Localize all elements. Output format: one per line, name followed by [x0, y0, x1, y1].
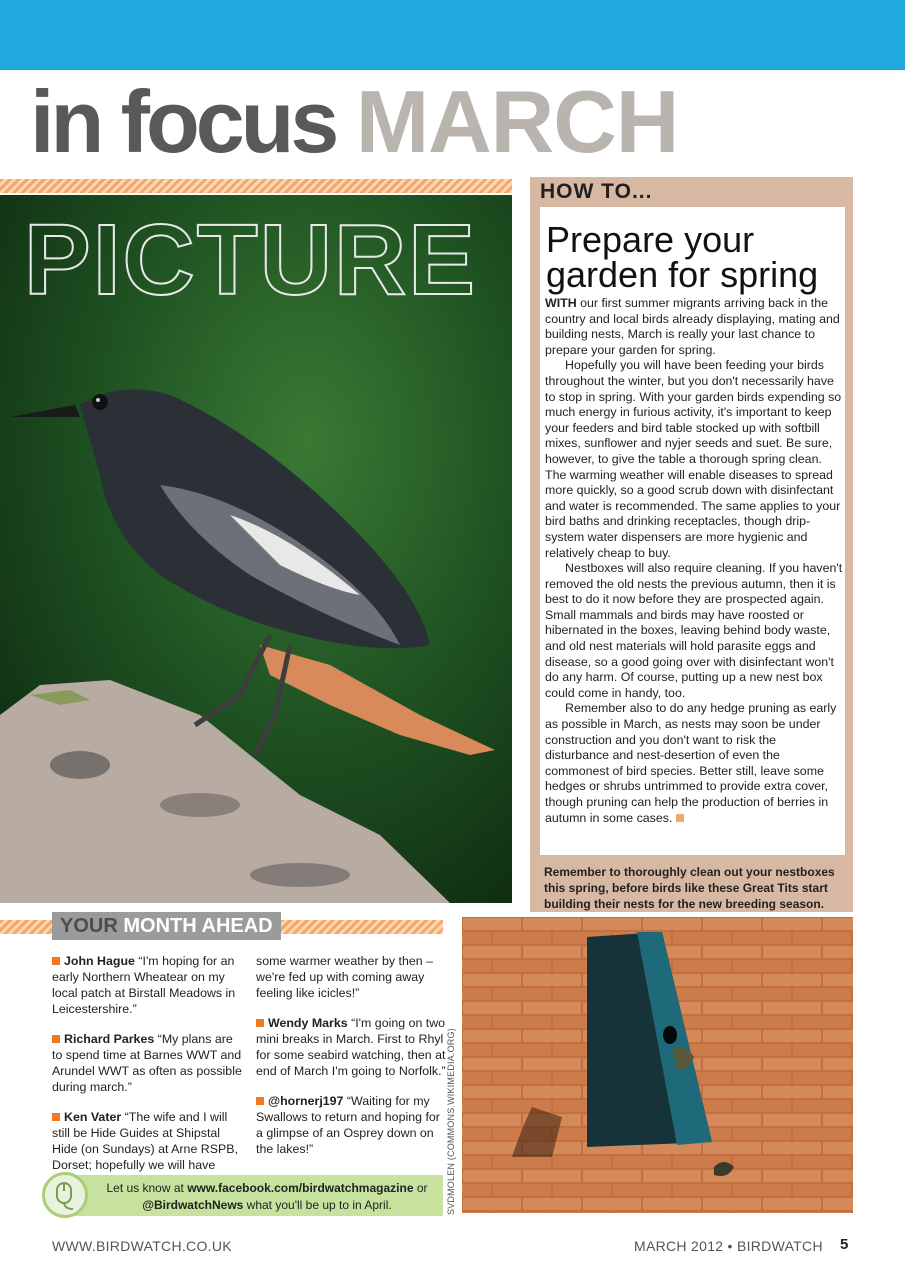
article-paragraph: Hopefully you will have been feeding your birds throughout the winter, but you don't necessarily have to stop in spring. With your garden birds expending so much energy in furious activity, it's important to keep your feeders and bird table stocked up with softbill mixes, sunflower and nyjer seeds and suet. Be sure, however, to give the table a thorough spring clean. The warming weather will enable diseases to spread more quickly, so a good scrub down with disinfectant and water is recommended. The same applies to your bird baths and drinking receptacles, though drip-system water dispensers are more hygienic and relatively cheap to buy.: [545, 358, 842, 560]
list-item: @hornerj197 “Waiting for my Swallows to return and hoping for a glimpse of an Osprey down on the lakes!”: [256, 1094, 440, 1156]
list-item-continuation: some warmer weather by then – we're fed up with coming away feeling like icicles!”: [256, 954, 433, 1000]
end-mark-icon: [676, 814, 684, 822]
twitter-handle[interactable]: @BirdwatchNews: [142, 1198, 244, 1212]
list-item: John Hague “I'm hoping for an early Northern Wheatear on my local patch at Birstall Meadows in Leicestershire.”: [52, 954, 236, 1016]
masthead-in-focus: in focus: [30, 72, 336, 171]
section-masthead: [30, 72, 678, 172]
article-body: [545, 296, 843, 826]
page-number: 5: [840, 1236, 849, 1253]
picture-label: PICTURE: [24, 204, 477, 316]
lead-word: WITH: [545, 296, 577, 310]
article-paragraph: Remember also to do any hedge pruning as early as possible in March, as nests may soon be under construction and you don't want to risk the disturbance and nest-desertion of even the commonest of bird species. Better still, leave some hedges or shrubs untrimmed to provide extra cover, though pruning can help the production of berries in autumn in some cases.: [545, 701, 837, 825]
orange-stripe-picture: [0, 179, 512, 193]
nestbox-photo: [462, 917, 853, 1213]
month-column-right: [256, 953, 446, 1171]
mouse-icon: [42, 1172, 88, 1218]
article-paragraph: Nestboxes will also require cleaning. If you haven't removed the old nests the previous autumn, then it is best to do it now before they are prospected again. Small mammals and birds may have roosted or hibernated in the boxes, leaving behind body waste, and old nest materials will hold parasite eggs and disease, so a good going over with disinfectant won't do any harm. Of course, putting up a new nest box could come in handy, too.: [545, 561, 843, 700]
bullet-icon: [256, 1019, 264, 1027]
call-to-action-box: Let us know at www.facebook.com/birdwatchmagazine or @BirdwatchNews what you'll be up to in April.: [55, 1175, 443, 1216]
nestbox-illustration: [462, 917, 853, 1213]
month-ahead-heading: [52, 912, 281, 940]
bullet-icon: [52, 1113, 60, 1121]
list-item: Richard Parkes “My plans are to spend time at Barnes WWT and Arundel WWT as often as possible during march.”: [52, 1032, 242, 1094]
bullet-icon: [256, 1097, 264, 1105]
article-paragraph: WITH our first summer migrants arriving back in the country and local birds already displaying, mating and building nests, March is really your last chance to prepare your garden for spring.: [545, 296, 840, 357]
month-ahead-title: MONTH AHEAD: [123, 915, 273, 937]
facebook-link[interactable]: www.facebook.com/birdwatchmagazine: [187, 1181, 414, 1195]
bullet-icon: [52, 1035, 60, 1043]
photo-credit: SVDMOLEN (COMMONS.WIKIMEDIA.ORG): [446, 1028, 456, 1215]
article-headline: Prepare your garden for spring: [546, 219, 819, 295]
top-color-bar: [0, 0, 905, 70]
bullet-icon: [52, 957, 60, 965]
mouse-icon-glyph: [45, 1175, 85, 1215]
month-ahead-your: YOUR: [60, 915, 118, 937]
nestbox-caption: Remember to thoroughly clean out your nestboxes this spring, before birds like these Great Tits start building their nests for the new breeding season.: [544, 865, 835, 911]
how-to-label: HOW TO...: [540, 180, 653, 203]
list-item: Wendy Marks “I'm going on two mini breaks in March. First to Rhyl for some seabird watching, then at end of March I'm going to Norfolk.”: [256, 1016, 446, 1078]
month-column-left: [52, 953, 242, 1187]
masthead-month: MARCH: [355, 72, 679, 171]
list-item: Ken Vater “The wife and I will still be Hide Guides at Shipstal Hide (on Sundays) at Arne RSPB, Dorset; hopefully we will have: [52, 1110, 238, 1172]
footer-website[interactable]: WWW.BIRDWATCH.CO.UK: [52, 1238, 232, 1254]
footer-issue: MARCH 2012 • BIRDWATCH: [634, 1238, 823, 1254]
